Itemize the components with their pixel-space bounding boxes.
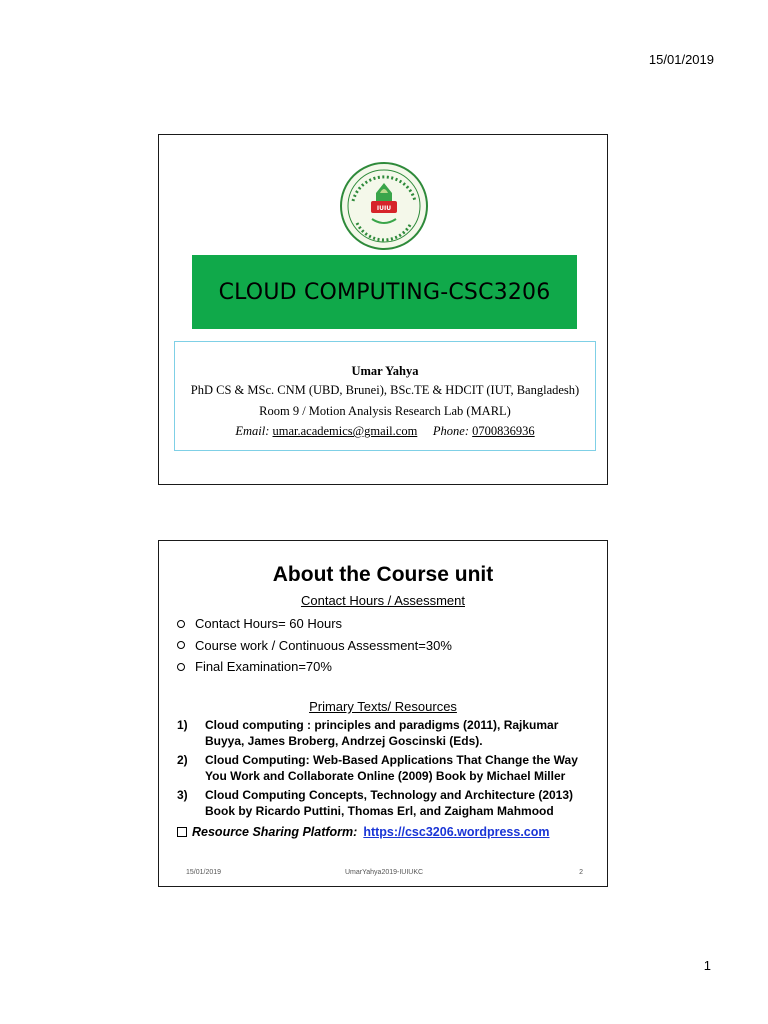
list-item: 1) Cloud computing : principles and paradigms (2011), Rajkumar Buyya, James Broberg, Andrzej Goscinski (Eds).: [177, 718, 559, 748]
assessment-list: [177, 613, 452, 678]
list-item: 3) Cloud Computing Concepts, Technology and Architecture (2013) Book by Ricardo Puttini, Thomas Erl, and Zaigham Mahmood: [177, 788, 574, 818]
footer-slide-number: 2: [579, 869, 583, 876]
page-date: 15/01/2019: [648, 52, 714, 67]
list-item: Final Examination=70%: [177, 656, 452, 678]
instructor-room: Room 9 / Motion Analysis Research Lab (MARL): [259, 404, 511, 418]
phone-label: Phone:: [432, 424, 470, 438]
instructor-info: [174, 341, 596, 451]
resource-line: [177, 825, 550, 839]
list-item: Course work / Continuous Assessment=30%: [177, 635, 452, 657]
resource-label: Resource Sharing Platform:: [192, 825, 358, 839]
university-seal-icon: [339, 161, 429, 251]
email-link[interactable]: umar.academics@gmail.com: [272, 424, 418, 438]
logo-text: IUIU: [376, 205, 392, 212]
contact-heading: Contact Hours / Assessment: [300, 593, 465, 608]
instructor-contact: [175, 424, 595, 439]
footer-date: 15/01/2019: [186, 869, 222, 876]
resource-link[interactable]: https://csc3206.wordpress.com: [363, 825, 550, 839]
slide-title: About the Course unit: [272, 563, 494, 586]
list-item: Contact Hours= 60 Hours: [177, 613, 452, 635]
circle-bullet-icon: [177, 641, 185, 649]
title-banner: [192, 255, 577, 329]
course-title: CLOUD COMPUTING-CSC3206: [218, 279, 551, 305]
checkbox-bullet-icon: [177, 827, 187, 837]
instructor-name: Umar Yahya: [351, 364, 419, 378]
course-info-slide: [158, 540, 608, 887]
phone-link[interactable]: 0700836936: [472, 424, 535, 438]
circle-bullet-icon: [177, 663, 185, 671]
texts-heading: Primary Texts/ Resources: [309, 699, 457, 714]
instructor-degrees: PhD CS & MSc. CNM (UBD, Brunei), BSc.TE & HDCIT (IUT, Bangladesh): [190, 383, 580, 397]
circle-bullet-icon: [177, 620, 185, 628]
page-number: 1: [703, 958, 711, 973]
list-item: 2) Cloud Computing: Web-Based Applications That Change the Way You Work and Collaborate Online (2009) Book by Michael Miller: [177, 753, 578, 783]
texts-list: [177, 717, 597, 822]
title-slide: [158, 134, 608, 485]
email-label: Email:: [235, 424, 270, 438]
footer-text: UmarYahya2019-IUIUKC: [345, 869, 424, 876]
